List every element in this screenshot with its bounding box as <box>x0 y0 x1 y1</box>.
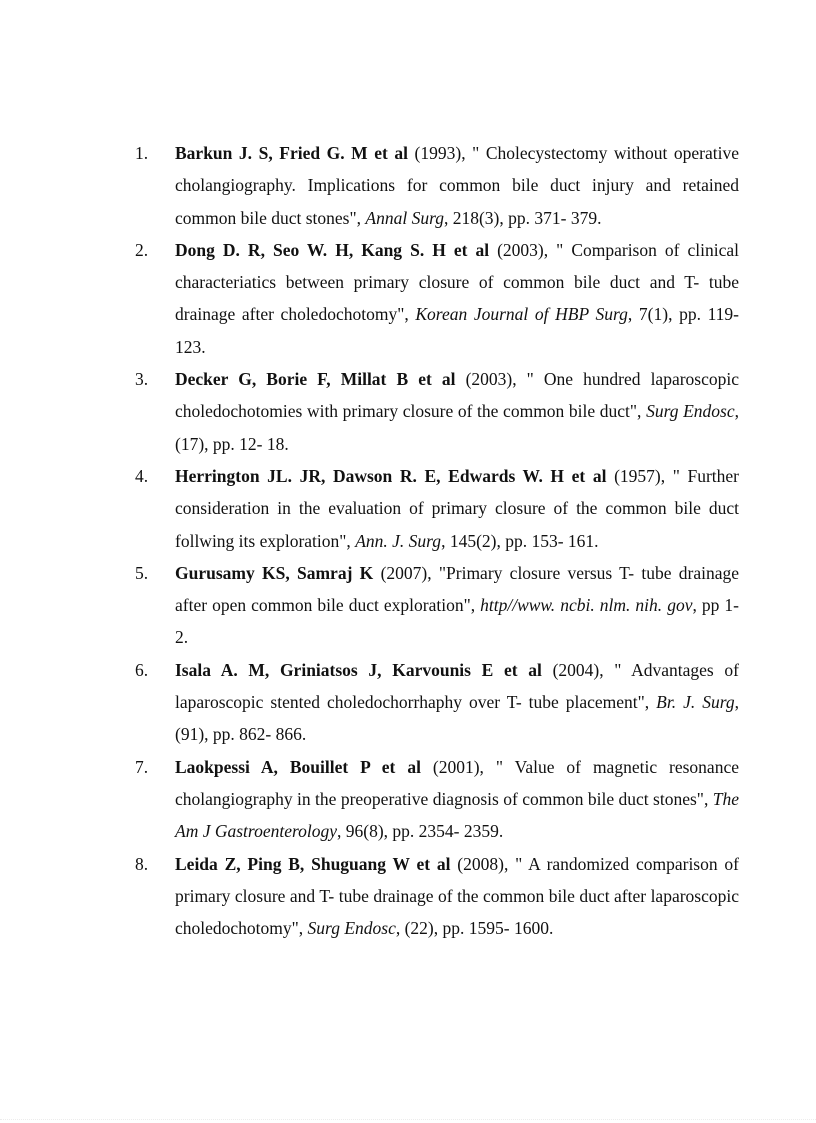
reference-title: (2008), " A randomized comparison of primary closure and T- tube drainage of the common bile duct after laparoscopic choledochotomy", <box>175 853 739 939</box>
reference-journal: http//www. ncbi. nlm. nih. gov <box>480 595 693 616</box>
reference-journal: Annal Surg <box>365 207 444 228</box>
reference-number: 1. <box>135 143 149 163</box>
reference-details: , (22), pp. 1595- 1600. <box>395 918 554 939</box>
reference-number: 8. <box>135 853 149 874</box>
reference-number: 2. <box>135 239 149 260</box>
reference-title: (2001), " Value of magnetic resonance cholangiography in the preoperative diagnosis of common bile duct stones", <box>175 756 739 809</box>
reference-title: (2003), " Comparison of clinical characteriatics between primary closure of common bile duct and T- tube drainage after choledochotomy", <box>175 239 739 325</box>
reference-journal: Br. J. Surg <box>656 692 735 713</box>
reference-item-1 <box>0 137 739 234</box>
page-bottom-divider <box>0 1119 816 1120</box>
reference-item-7 <box>0 751 739 848</box>
reference-journal: Ann. J. Surg <box>355 530 442 551</box>
reference-title: (2007), "Primary closure versus T- tube drainage after open common bile duct exploration", <box>175 562 739 616</box>
reference-number: 5. <box>135 562 149 583</box>
reference-journal: Surg Endosc <box>307 918 396 939</box>
reference-authors: Decker G, Borie F, Millat B et al <box>175 369 456 390</box>
reference-title: (2003), " One hundred laparoscopic choledochotomies with primary closure of the common bile duct", <box>175 369 739 422</box>
reference-item-2 <box>0 234 739 363</box>
reference-title: (1993), " Cholecystectomy without operative cholangiography. Implications for common bile duct injury and retained common bile duct stones", <box>175 143 739 228</box>
reference-authors: Isala A. M, Griniatsos J, Karvounis E et al <box>175 659 542 680</box>
reference-journal: Surg Endosc <box>646 401 735 422</box>
reference-details: , 218(3), pp. 371- 379. <box>443 207 602 228</box>
reference-journal: Korean Journal of HBP Surg <box>415 304 628 325</box>
reference-authors: Gurusamy KS, Samraj K <box>175 562 374 583</box>
reference-details: , 145(2), pp. 153- 161. <box>441 530 599 551</box>
reference-title: (2004), " Advantages of laparoscopic stented choledochorrhaphy over T- tube placement", <box>175 659 739 713</box>
reference-item-5 <box>0 557 739 654</box>
reference-number: 6. <box>135 659 149 680</box>
reference-item-3 <box>0 363 739 460</box>
reference-authors: Leida Z, Ping B, Shuguang W et al <box>175 853 451 874</box>
reference-list <box>0 137 816 944</box>
reference-item-4 <box>0 460 739 557</box>
reference-details: , pp 1- 2. <box>175 595 739 648</box>
reference-journal: The Am J Gastroenterology <box>175 788 739 842</box>
reference-authors: Barkun J. S, Fried G. M et al <box>175 143 408 163</box>
reference-authors: Laokpessi A, Bouillet P et al <box>175 756 421 777</box>
reference-title: (1957), " Further consideration in the evaluation of primary closure of the common bile duct follwing its exploration", <box>175 465 739 551</box>
reference-number: 3. <box>135 369 149 390</box>
reference-item-8 <box>0 848 739 945</box>
reference-authors: Dong D. R, Seo W. H, Kang S. H et al <box>175 239 490 260</box>
reference-number: 4. <box>135 465 149 486</box>
reference-details: , (91), pp. 862- 866. <box>175 692 739 745</box>
reference-details: , (17), pp. 12- 18. <box>175 401 739 454</box>
reference-authors: Herrington JL. JR, Dawson R. E, Edwards W. H et al <box>175 465 607 486</box>
reference-details: , 7(1), pp. 119- 123. <box>175 304 740 357</box>
reference-details: , 96(8), pp. 2354- 2359. <box>337 821 504 842</box>
reference-number: 7. <box>135 756 149 777</box>
reference-item-6 <box>0 654 739 751</box>
